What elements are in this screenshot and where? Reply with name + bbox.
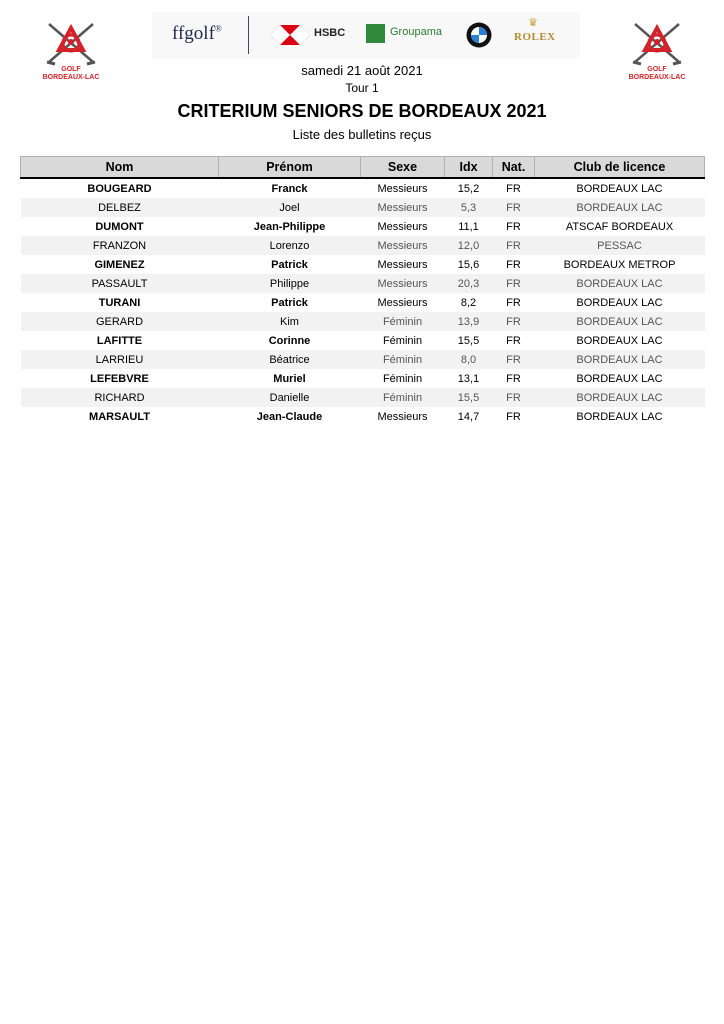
cell-idx: 15,5 (457, 334, 480, 347)
cell-sexe: Messieurs (377, 220, 428, 233)
cell-nat: FR (506, 334, 521, 347)
cell-nom: LEFEBVRE (90, 372, 149, 385)
club-logo-line1: GOLF (647, 66, 667, 73)
cell-nom: DUMONT (95, 220, 144, 233)
cell-sexe: Féminin (361, 350, 445, 369)
cell-nat: FR (506, 410, 521, 423)
cell-sexe: Féminin (382, 372, 423, 385)
cell-nat: FR (506, 296, 521, 309)
ffgolf-logo (172, 23, 222, 45)
cell-idx: 15,2 (457, 182, 480, 195)
cell-nat: FR (493, 350, 535, 369)
cell-idx: 11,1 (458, 220, 479, 233)
cell-club: BORDEAUX LAC (576, 296, 663, 309)
groupama-logo-text: Groupama (390, 26, 442, 38)
column-header-nom: Nom (21, 157, 219, 179)
cell-nat: FR (506, 372, 521, 385)
cell-sexe: Messieurs (361, 236, 445, 255)
table-row (21, 312, 705, 331)
table-row (21, 331, 705, 350)
table-row (21, 178, 705, 198)
cell-idx: 8,0 (445, 350, 493, 369)
table-row (21, 274, 705, 293)
table-row (21, 255, 705, 274)
entries-table (20, 156, 705, 426)
club-logo-left (36, 22, 106, 90)
cell-prenom: Muriel (273, 372, 306, 385)
club-logo-line2: BORDEAUX-LAC (42, 74, 100, 81)
page-title: CRITERIUM SENIORS DE BORDEAUX 2021 (177, 101, 547, 121)
table-row (21, 350, 705, 369)
cell-nom: GIMENEZ (94, 258, 145, 271)
cell-idx: 13,1 (457, 372, 480, 385)
bmw-roundel-icon (466, 22, 492, 48)
table-row (21, 236, 705, 255)
cell-nat: FR (493, 198, 535, 217)
cell-club: BORDEAUX LAC (576, 372, 663, 385)
cell-prenom: Franck (271, 182, 308, 195)
cell-club: PESSAC (535, 236, 705, 255)
column-header-idx: Idx (445, 157, 493, 179)
cell-sexe: Féminin (361, 312, 445, 331)
table-header-row (21, 157, 705, 179)
sponsor-bar (152, 12, 580, 58)
cell-sexe: Messieurs (361, 274, 445, 293)
cell-idx: 5,3 (445, 198, 493, 217)
cell-idx: 8,2 (460, 296, 477, 309)
event-date: samedi 21 août 2021 (301, 63, 423, 78)
cell-sexe: Féminin (382, 334, 423, 347)
club-logo-line2: BORDEAUX-LAC (628, 74, 686, 81)
rolex-crown-icon: ♛ (528, 17, 538, 29)
cell-idx: 15,6 (457, 258, 480, 271)
cell-nom: FRANZON (21, 236, 219, 255)
club-logo-line1: GOLF (61, 66, 81, 73)
cell-nom: BOUGEARD (87, 182, 152, 195)
hsbc-hexagon-icon (270, 25, 310, 45)
column-header-club: Club de licence (535, 157, 705, 179)
cell-sexe: Messieurs (377, 296, 428, 309)
cell-nom: TURANI (98, 296, 141, 309)
cell-nat: FR (493, 312, 535, 331)
column-header-nat: Nat. (493, 157, 535, 179)
cell-nom: RICHARD (21, 388, 219, 407)
cell-nat: FR (493, 274, 535, 293)
table-row (21, 198, 705, 217)
cell-nom: GERARD (21, 312, 219, 331)
page-subtitle: Liste des bulletins reçus (292, 127, 432, 142)
cell-sexe: Messieurs (377, 410, 428, 423)
cell-idx: 20,3 (445, 274, 493, 293)
cell-club: BORDEAUX LAC (535, 198, 705, 217)
cell-nat: FR (506, 182, 521, 195)
cell-idx: 12,0 (445, 236, 493, 255)
cell-nat: FR (506, 258, 521, 271)
cell-nom: LARRIEU (21, 350, 219, 369)
cell-prenom: Béatrice (219, 350, 361, 369)
hsbc-logo-text: HSBC (314, 27, 346, 39)
cell-sexe: Messieurs (377, 182, 428, 195)
column-header-prenom: Prénom (219, 157, 361, 179)
table-row (21, 369, 705, 388)
cell-nat: FR (506, 220, 521, 233)
cell-nat: FR (493, 388, 535, 407)
column-header-sexe: Sexe (361, 157, 445, 179)
sponsor-divider (248, 16, 249, 54)
round-label: Tour 1 (345, 81, 379, 95)
cell-nom: DELBEZ (21, 198, 219, 217)
cell-club: BORDEAUX LAC (576, 182, 663, 195)
cell-nom: LAFITTE (96, 334, 143, 347)
cell-prenom: Patrick (271, 296, 308, 309)
cell-nom: PASSAULT (21, 274, 219, 293)
cell-club: BORDEAUX LAC (576, 334, 663, 347)
cell-club: BORDEAUX LAC (576, 410, 663, 423)
table-row (21, 388, 705, 407)
cell-club: BORDEAUX LAC (535, 388, 705, 407)
cell-prenom: Jean-Claude (256, 410, 323, 423)
cell-club: BORDEAUX METROP (563, 258, 676, 271)
cell-prenom: Philippe (219, 274, 361, 293)
cell-nat: FR (493, 236, 535, 255)
cell-club: ATSCAF BORDEAUX (565, 220, 674, 233)
golf-crest-icon (43, 22, 99, 68)
cell-prenom: Patrick (271, 258, 308, 271)
groupama-icon (366, 24, 385, 43)
table-row (21, 217, 705, 236)
cell-nom: MARSAULT (89, 410, 150, 423)
table-row (21, 293, 705, 312)
cell-sexe: Messieurs (361, 198, 445, 217)
cell-prenom: Jean-Philippe (253, 220, 326, 233)
cell-club: BORDEAUX LAC (535, 350, 705, 369)
cell-idx: 14,7 (457, 410, 480, 423)
cell-prenom: Corinne (268, 334, 311, 347)
cell-club: BORDEAUX LAC (535, 312, 705, 331)
cell-prenom: Danielle (219, 388, 361, 407)
cell-prenom: Lorenzo (219, 236, 361, 255)
golf-crest-icon (629, 22, 685, 68)
ffgolf-text: ffgolf (172, 23, 215, 44)
cell-prenom: Joel (219, 198, 361, 217)
club-logo-right (622, 22, 692, 90)
ffgolf-registered-mark: ® (214, 23, 222, 34)
rolex-logo-text: ROLEX (514, 31, 556, 43)
cell-idx: 15,5 (445, 388, 493, 407)
cell-sexe: Féminin (361, 388, 445, 407)
cell-sexe: Messieurs (377, 258, 428, 271)
cell-idx: 13,9 (445, 312, 493, 331)
table-row (21, 407, 705, 426)
cell-prenom: Kim (219, 312, 361, 331)
cell-club: BORDEAUX LAC (535, 274, 705, 293)
